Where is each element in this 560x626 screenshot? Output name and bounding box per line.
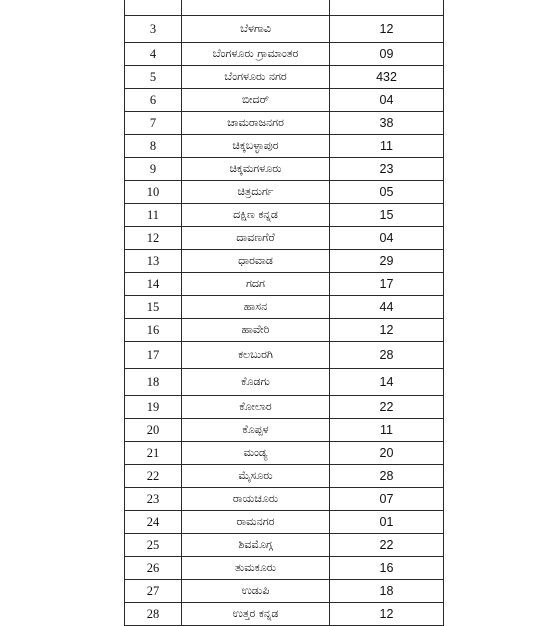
- case-count: 05: [330, 181, 444, 204]
- district-name: [182, 0, 330, 16]
- case-count: 12: [330, 16, 444, 43]
- district-name: ಮೈಸೂರು: [182, 465, 330, 488]
- serial-number: 27: [125, 580, 182, 603]
- serial-number: 10: [125, 181, 182, 204]
- table-row: [125, 534, 444, 557]
- serial-number: 8: [125, 135, 182, 158]
- serial-number: 23: [125, 488, 182, 511]
- serial-number: 20: [125, 419, 182, 442]
- table-row: [125, 181, 444, 204]
- case-count: 16: [330, 557, 444, 580]
- serial-number: 11: [125, 204, 182, 227]
- district-name: ಉತ್ತರ ಕನ್ನಡ: [182, 603, 330, 626]
- table-row: [125, 158, 444, 181]
- case-count: 17: [330, 273, 444, 296]
- district-name: ದಾವಣಗೆರೆ: [182, 227, 330, 250]
- case-count: 23: [330, 158, 444, 181]
- district-name: ರಾಮನಗರ: [182, 511, 330, 534]
- case-count: 12: [330, 603, 444, 626]
- district-name: ಕೊಡಗು: [182, 369, 330, 396]
- district-name: ಕಲಬುರಗಿ: [182, 342, 330, 369]
- serial-number: 6: [125, 89, 182, 112]
- serial-number: 9: [125, 158, 182, 181]
- district-name: ಬೆಳಗಾವಿ: [182, 16, 330, 43]
- serial-number: 13: [125, 250, 182, 273]
- district-name: ರಾಯಚೂರು: [182, 488, 330, 511]
- district-name: ಗದಗ: [182, 273, 330, 296]
- serial-number: 5: [125, 66, 182, 89]
- case-count: 20: [330, 442, 444, 465]
- district-name: ಚಾಮರಾಜನಗರ: [182, 112, 330, 135]
- serial-number: 18: [125, 369, 182, 396]
- district-name: ಚಿಕ್ಕಮಗಳೂರು: [182, 158, 330, 181]
- table-row: [125, 250, 444, 273]
- case-count: 28: [330, 342, 444, 369]
- table-row: [125, 112, 444, 135]
- serial-number: 24: [125, 511, 182, 534]
- serial-number: 28: [125, 603, 182, 626]
- district-name: ಚಿಕ್ಕಬಳ್ಳಾಪುರ: [182, 135, 330, 158]
- table-row: [125, 0, 444, 16]
- district-table: [124, 0, 444, 626]
- district-name: ಬೆಂಗಳೂರು ನಗರ: [182, 66, 330, 89]
- serial-number: 25: [125, 534, 182, 557]
- district-name: ಕೋಲಾರ: [182, 396, 330, 419]
- table-row: [125, 465, 444, 488]
- table-row: [125, 227, 444, 250]
- district-name: ಮಂಡ್ಯ: [182, 442, 330, 465]
- table-row: [125, 273, 444, 296]
- serial-number: 26: [125, 557, 182, 580]
- table-row: [125, 488, 444, 511]
- table-row: [125, 89, 444, 112]
- district-name: ಉಡುಪಿ: [182, 580, 330, 603]
- table-row: [125, 396, 444, 419]
- district-name: ದಕ್ಷಿಣ ಕನ್ನಡ: [182, 204, 330, 227]
- case-count: 15: [330, 204, 444, 227]
- serial-number: 15: [125, 296, 182, 319]
- district-name: ಶಿವಮೊಗ್ಗ: [182, 534, 330, 557]
- serial-number: [125, 0, 182, 16]
- case-count: 04: [330, 89, 444, 112]
- case-count: 44: [330, 296, 444, 319]
- case-count: 09: [330, 43, 444, 66]
- table-row: [125, 342, 444, 369]
- table-row: [125, 319, 444, 342]
- case-count: 38: [330, 112, 444, 135]
- serial-number: 19: [125, 396, 182, 419]
- case-count: 29: [330, 250, 444, 273]
- table-row: [125, 442, 444, 465]
- district-name: ತುಮಕೂರು: [182, 557, 330, 580]
- case-count: 22: [330, 396, 444, 419]
- case-count: 04: [330, 227, 444, 250]
- district-name: ಧಾರವಾಡ: [182, 250, 330, 273]
- case-count: 11: [330, 419, 444, 442]
- table-row: [125, 204, 444, 227]
- serial-number: 7: [125, 112, 182, 135]
- table-row: [125, 296, 444, 319]
- case-count: 18: [330, 580, 444, 603]
- table-row: [125, 419, 444, 442]
- serial-number: 22: [125, 465, 182, 488]
- table-row: [125, 511, 444, 534]
- case-count: 11: [330, 135, 444, 158]
- serial-number: 16: [125, 319, 182, 342]
- table-row: [125, 557, 444, 580]
- table-row: [125, 580, 444, 603]
- district-name: ಬೀದರ್: [182, 89, 330, 112]
- district-name: ಕೊಪ್ಪಳ: [182, 419, 330, 442]
- serial-number: 12: [125, 227, 182, 250]
- serial-number: 3: [125, 16, 182, 43]
- serial-number: 4: [125, 43, 182, 66]
- district-name: ಹಾವೇರಿ: [182, 319, 330, 342]
- table-row: [125, 66, 444, 89]
- table-row: [125, 135, 444, 158]
- case-count: 28: [330, 465, 444, 488]
- table-row: [125, 16, 444, 43]
- case-count: 07: [330, 488, 444, 511]
- case-count: 14: [330, 369, 444, 396]
- case-count: 12: [330, 319, 444, 342]
- district-name: ಬೆಂಗಳೂರು ಗ್ರಾಮಾಂತರ: [182, 43, 330, 66]
- serial-number: 17: [125, 342, 182, 369]
- table-row: [125, 369, 444, 396]
- case-count: 01: [330, 511, 444, 534]
- table-row: [125, 43, 444, 66]
- case-count: 432: [330, 66, 444, 89]
- table-row: [125, 603, 444, 626]
- district-name: ಹಾಸನ: [182, 296, 330, 319]
- district-name: ಚಿತ್ರದುರ್ಗ: [182, 181, 330, 204]
- serial-number: 14: [125, 273, 182, 296]
- case-count: 22: [330, 534, 444, 557]
- case-count: [330, 0, 444, 16]
- serial-number: 21: [125, 442, 182, 465]
